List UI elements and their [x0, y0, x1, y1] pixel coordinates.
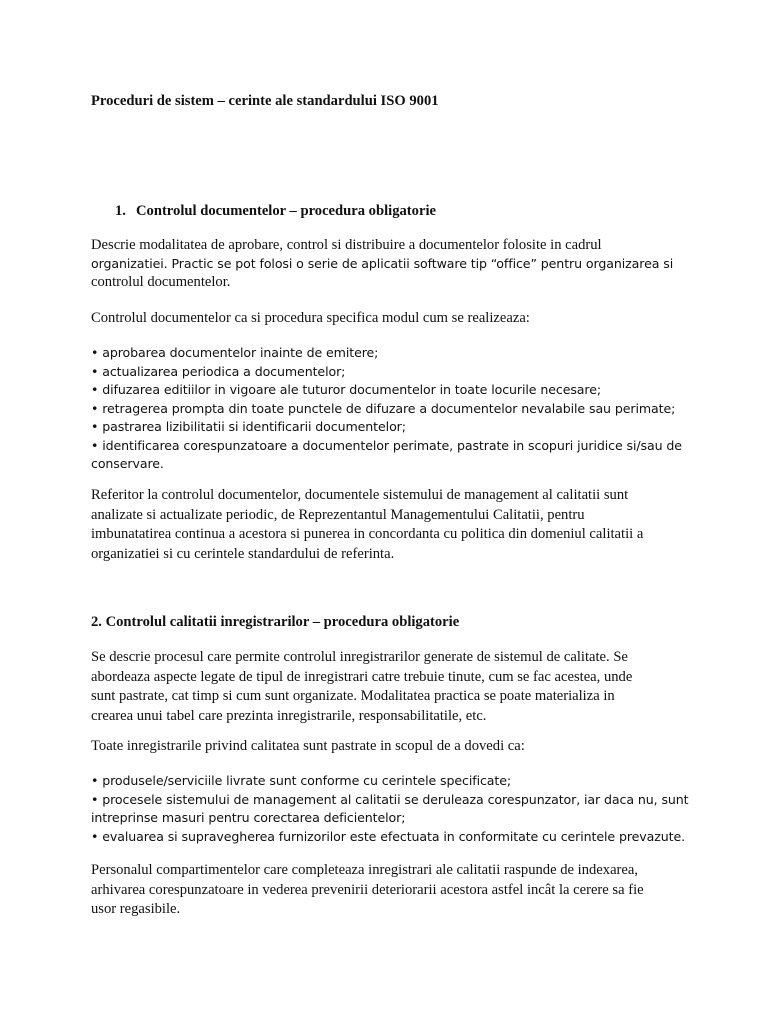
section-1-intro-line: Descrie modalitatea de aprobare, control si distribuire a documentelor folosite in cadrul	[91, 237, 602, 253]
paragraph-line: Se descrie procesul care permite controlul inregistrarilor generate de sistemul de calitate. Se	[91, 649, 628, 665]
list-item-continuation: conservare.	[91, 456, 164, 471]
list-item: • evaluarea si supravegherea furnizorilor este efectuata in conformitate cu cerintele prevazute.	[91, 828, 686, 844]
list-item: • retragerea prompta din toate punctele de difuzare a documentelor nevalabile sau perimate;	[91, 400, 676, 416]
list-item: • aprobarea documentelor inainte de emitere;	[91, 345, 379, 360]
section-1-intro-line: controlul documentelor.	[91, 274, 231, 290]
section-2-bullet-list	[91, 772, 689, 846]
list-item: • identificarea corespunzatoare a documentelor perimate, pastrate in scopuri juridice si/sau de	[91, 437, 682, 453]
section-1-intro	[91, 236, 681, 292]
section-2-lead: Toate inregistrarile privind calitatea sunt pastrate in scopul de a dovedi ca:	[91, 738, 525, 754]
paragraph-line: sunt pastrate, cat timp si cum sunt organizate. Modalitatea practica se poate materializa in	[91, 688, 615, 704]
list-item-continuation: intreprinse masuri pentru corectarea deficientelor;	[91, 810, 406, 825]
paragraph-line: arhivarea corespunzatoare in vederea prevenirii deteriorarii acestora astfel incât la cerere sa fie	[91, 881, 644, 898]
section-1-bullet-list	[91, 344, 681, 474]
list-item: • actualizarea periodica a documentelor;	[91, 363, 346, 379]
paragraph-line: abordeaza aspecte legate de tipul de inregistrari catre trebuie tinute, cum se fac acestea, unde	[91, 668, 633, 685]
list-item: • procesele sistemului de management al calitatii se deruleaza corespunzator, iar daca nu, sunt	[91, 791, 689, 807]
section-1-heading: Controlul documentelor – procedura obligatorie	[136, 203, 436, 219]
section-2-closing	[91, 861, 681, 920]
section-2-intro	[91, 648, 681, 726]
paragraph-line: Referitor la controlul documentelor, documentele sistemului de management al calitatii sunt	[91, 487, 629, 503]
document-title: Proceduri de sistem – cerinte ale standardului ISO 9001	[91, 93, 439, 109]
section-1-intro-line: organizatiei. Practic se pot folosi o serie de aplicatii software tip “office” pentru organizarea si	[91, 255, 674, 271]
paragraph-line: crearea unui tabel care prezinta inregistrarile, responsabilitatile, etc.	[91, 707, 487, 724]
paragraph-line: usor regasibile.	[91, 901, 181, 917]
paragraph-line: Personalul compartimentelor care completeaza inregistrari ale calitatii raspunde de indexarea,	[91, 862, 639, 878]
list-item: • difuzarea editiilor in vigoare ale tuturor documentelor in toate locurile necesare;	[91, 382, 602, 397]
paragraph-line: imbunatatirea continua a acestora si punerea in concordanta cu politica din domeniul calitatii a	[91, 526, 644, 542]
list-item: • pastrarea lizibilitatii si identificarii documentelor;	[91, 419, 406, 434]
section-1-closing	[91, 486, 681, 564]
list-item: • produsele/serviciile livrate sunt conforme cu cerintele specificate;	[91, 773, 512, 788]
section-1-lead: Controlul documentelor ca si procedura specifica modul cum se realizeaza:	[91, 310, 530, 326]
section-1-number: 1.	[115, 203, 126, 219]
section-2-heading: 2. Controlul calitatii inregistrarilor – procedura obligatorie	[91, 614, 460, 630]
paragraph-line: analizate si actualizate periodic, de Reprezentantul Managementului Calitatii, pentru	[91, 506, 585, 523]
paragraph-line: organizatiei si cu cerintele standardului de referinta.	[91, 545, 395, 562]
